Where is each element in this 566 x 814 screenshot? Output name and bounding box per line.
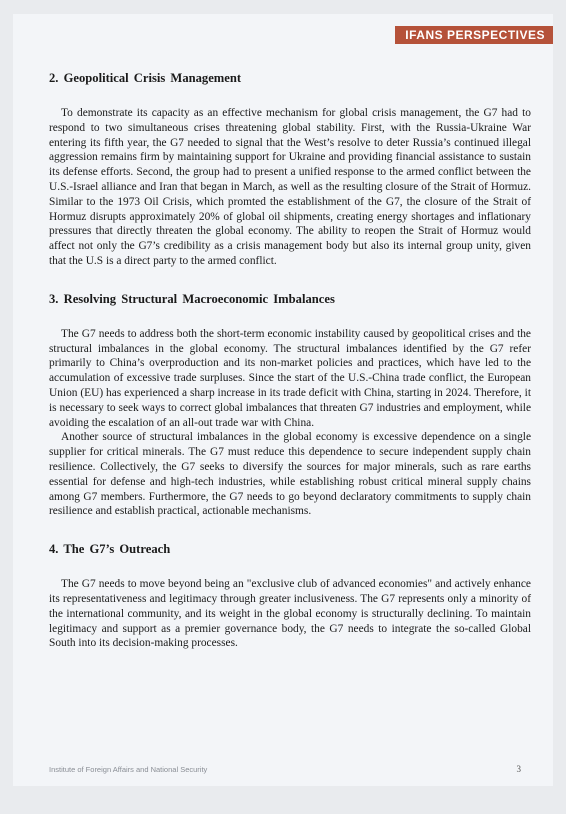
paragraph: To demonstrate its capacity as an effective mechanism for global crisis management, the G7 had to respond to two simultaneous crises threatening global stability. First, with the Russia-Ukraine War entering its fifth year, the G7 needed to signal that the West’s resolve to deter Russia’s continued illegal aggression remains firm by maintaining support for Ukraine and providing financial assistance to sustain its defense efforts. Second, the group had to present a unified response to the armed conflict between the U.S.-Israel alliance and Iran that began in March, as well as the resulting closure of the Strait of Hormuz. Similar to the 1973 Oil Crisis, which promted the establishment of the G7, the closure of the Strait of Hormuz disrupts approximately 20% of global oil shipments, creating energy shortages and inflationary pressures that directly threaten the global economy. The ability to reopen the Strait of Hormuz would affect not only the G7’s credibility as a crisis management body but also its internal group unity, given that the U.S is a direct party to the armed conflict. xyxy=(49,107,531,267)
header-banner: IFANS PERSPECTIVES xyxy=(395,26,553,44)
paragraph: The G7 needs to move beyond being an "exclusive club of advanced economies" and actively enhance its representativeness and legitimacy through greater inclusiveness. The G7 represents only a minority of the international community, and its weight in the global economy is structurally declining. To maintain legitimacy and support as a premier governance body, the G7 needs to integrate the so-called Global South into its decision-making processes. xyxy=(49,578,531,650)
page-body xyxy=(49,70,531,651)
page-footer xyxy=(49,764,521,774)
section-heading-imbalances: 3. Resolving Structural Macroeconomic Imbalances xyxy=(49,291,335,306)
paragraph: The G7 needs to address both the short-term economic instability caused by geopolitical crises and the structural imbalances in the global economy. The structural imbalances identified by the G7 refer primarily to China’s overproduction and its non-market policies and practices, which have led to the accumulation of excessive trade surpluses. Since the start of the U.S.-China trade conflict, the European Union (EU) has experienced a sharp increase in its trade deficit with China, starting in 2024. Therefore, it is necessary to seek ways to correct global imbalances that threaten G7 industries and employment, while avoiding the escalation of an all-out trade war with China. xyxy=(49,327,531,429)
document-page xyxy=(13,14,553,786)
paragraph: Another source of structural imbalances in the global economy is excessive dependence on a single supplier for critical minerals. The G7 must reduce this dependence to secure independent supply chain resilience. Collectively, the G7 seeks to diversify the sources for major minerals, such as rare earths essential for defense and high-tech industries, while establishing robust critical mineral supply chains among G7 members. Furthermore, the G7 needs to go beyond declaratory commitments to supply chain resilience and establish practical, actionable mechanisms. xyxy=(49,431,531,518)
section-heading-outreach: 4. The G7’s Outreach xyxy=(49,542,171,557)
footer-institute: Institute of Foreign Affairs and National Security xyxy=(49,764,208,774)
page-number: 3 xyxy=(516,764,521,774)
section-heading-geopolitical: 2. Geopolitical Crisis Management xyxy=(49,71,242,85)
